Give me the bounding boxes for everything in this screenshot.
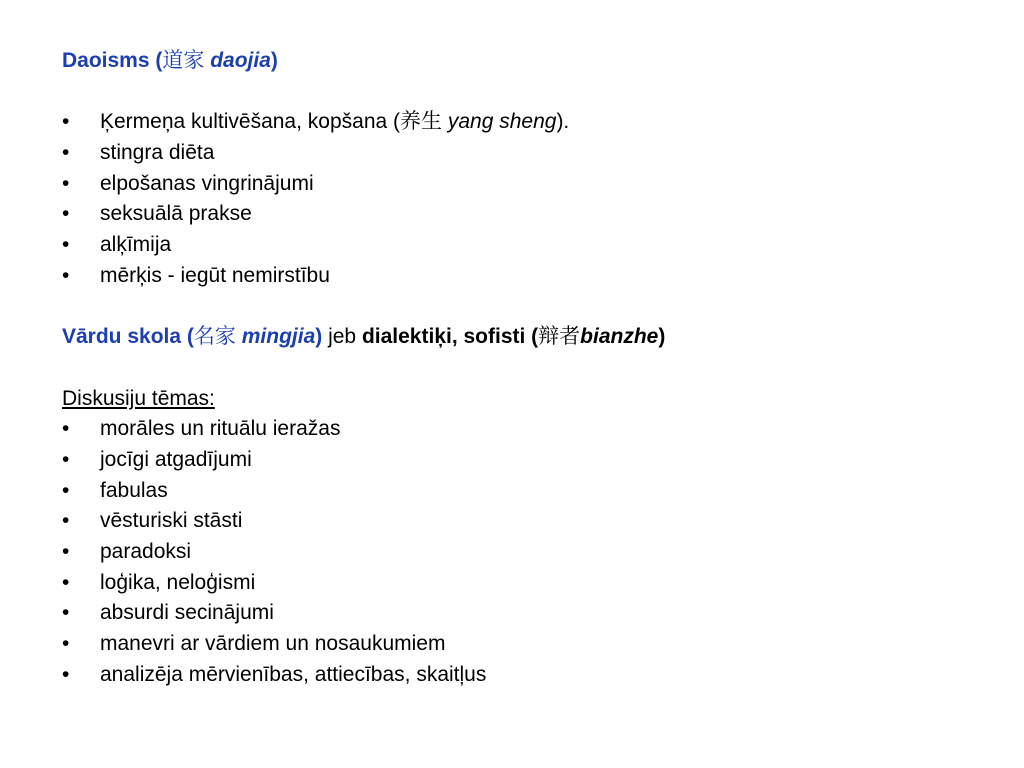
- daoism-list-item-text: stingra diēta: [100, 141, 215, 164]
- daoism-item-chinese: 养生: [400, 110, 448, 133]
- daoism-item-suffix: ).: [556, 110, 570, 133]
- discussion-list-item-text: morāles un rituālu ieražas: [100, 417, 341, 440]
- daoism-list-item: [62, 263, 330, 289]
- bullet-marker: •: [62, 202, 70, 225]
- school-heading-prefix: Vārdu skola (: [62, 325, 194, 348]
- school-alt-pinyin: bianzhe: [580, 325, 659, 348]
- daoism-heading-suffix: ): [270, 49, 278, 72]
- school-alt-suffix: ): [658, 325, 666, 348]
- discussion-list-item: [62, 447, 252, 473]
- bullet-marker: •: [62, 141, 70, 164]
- bullet-marker: •: [62, 448, 70, 471]
- school-heading-chinese: 名家: [193, 325, 242, 348]
- bullet-marker: •: [62, 601, 70, 624]
- daoism-heading-pinyin: daojia: [210, 49, 271, 72]
- bullet-marker: •: [62, 110, 70, 133]
- daoism-list-item-text: seksuālā prakse: [100, 202, 252, 225]
- discussion-list-item: [62, 508, 242, 534]
- school-of-names-heading: [62, 324, 665, 350]
- discussion-list-item-text: jocīgi atgadījumi: [100, 448, 252, 471]
- discussion-list-item: [62, 478, 168, 504]
- school-heading-suffix: ): [315, 325, 323, 348]
- discussion-list-item: [62, 416, 340, 442]
- discussion-list-item-text: fabulas: [100, 479, 168, 502]
- bullet-marker: •: [62, 540, 70, 563]
- bullet-marker: •: [62, 479, 70, 502]
- discussion-list-item-text: loģika, neloģismi: [100, 571, 256, 594]
- bullet-marker: •: [62, 509, 70, 532]
- discussion-list-item: [62, 631, 445, 657]
- bullet-marker: •: [62, 632, 70, 655]
- daoism-list-item: [62, 201, 252, 227]
- discussion-list-item-text: vēsturiski stāsti: [100, 509, 243, 532]
- bullet-marker: •: [62, 417, 70, 440]
- daoism-item-pinyin: yang sheng: [447, 110, 557, 133]
- daoism-item-prefix: Ķermeņa kultivēšana, kopšana (: [100, 110, 400, 133]
- discussion-heading: Diskusiju tēmas:: [62, 387, 215, 410]
- bullet-marker: •: [62, 172, 70, 195]
- daoism-list-item-text: elpošanas vingrinājumi: [100, 172, 314, 195]
- discussion-list-item: [62, 539, 191, 565]
- discussion-list-item: [62, 600, 274, 626]
- school-heading-pinyin: mingjia: [241, 325, 316, 348]
- discussion-list-item-text: analizēja mērvienības, attiecības, skaitļus: [100, 663, 487, 686]
- daoism-heading-prefix: Daoisms (: [62, 49, 163, 72]
- discussion-list-item-text: paradoksi: [100, 540, 192, 563]
- daoism-list-item: [62, 171, 314, 197]
- bullet-marker: •: [62, 233, 70, 256]
- school-alt-name: dialektiķi, sofisti (: [361, 325, 539, 348]
- daoism-heading: [62, 48, 278, 74]
- discussion-list-item: [62, 570, 255, 596]
- discussion-list-item: [62, 662, 486, 688]
- school-alt-chinese: 辩者: [538, 325, 581, 348]
- daoism-list-item: [62, 232, 171, 258]
- discussion-list-item-text: manevri ar vārdiem un nosaukumiem: [100, 632, 446, 655]
- daoism-item-body-cultivation: [62, 109, 569, 135]
- bullet-marker: •: [62, 571, 70, 594]
- daoism-heading-chinese: 道家: [162, 49, 211, 72]
- bullet-marker: •: [62, 264, 70, 287]
- daoism-list-item-text: mērķis - iegūt nemirstību: [100, 264, 330, 287]
- discussion-list-item-text: absurdi secinājumi: [100, 601, 274, 624]
- daoism-list-item: [62, 140, 214, 166]
- school-connector: jeb: [322, 325, 362, 348]
- daoism-list-item-text: alķīmija: [100, 233, 172, 256]
- bullet-marker: •: [62, 663, 70, 686]
